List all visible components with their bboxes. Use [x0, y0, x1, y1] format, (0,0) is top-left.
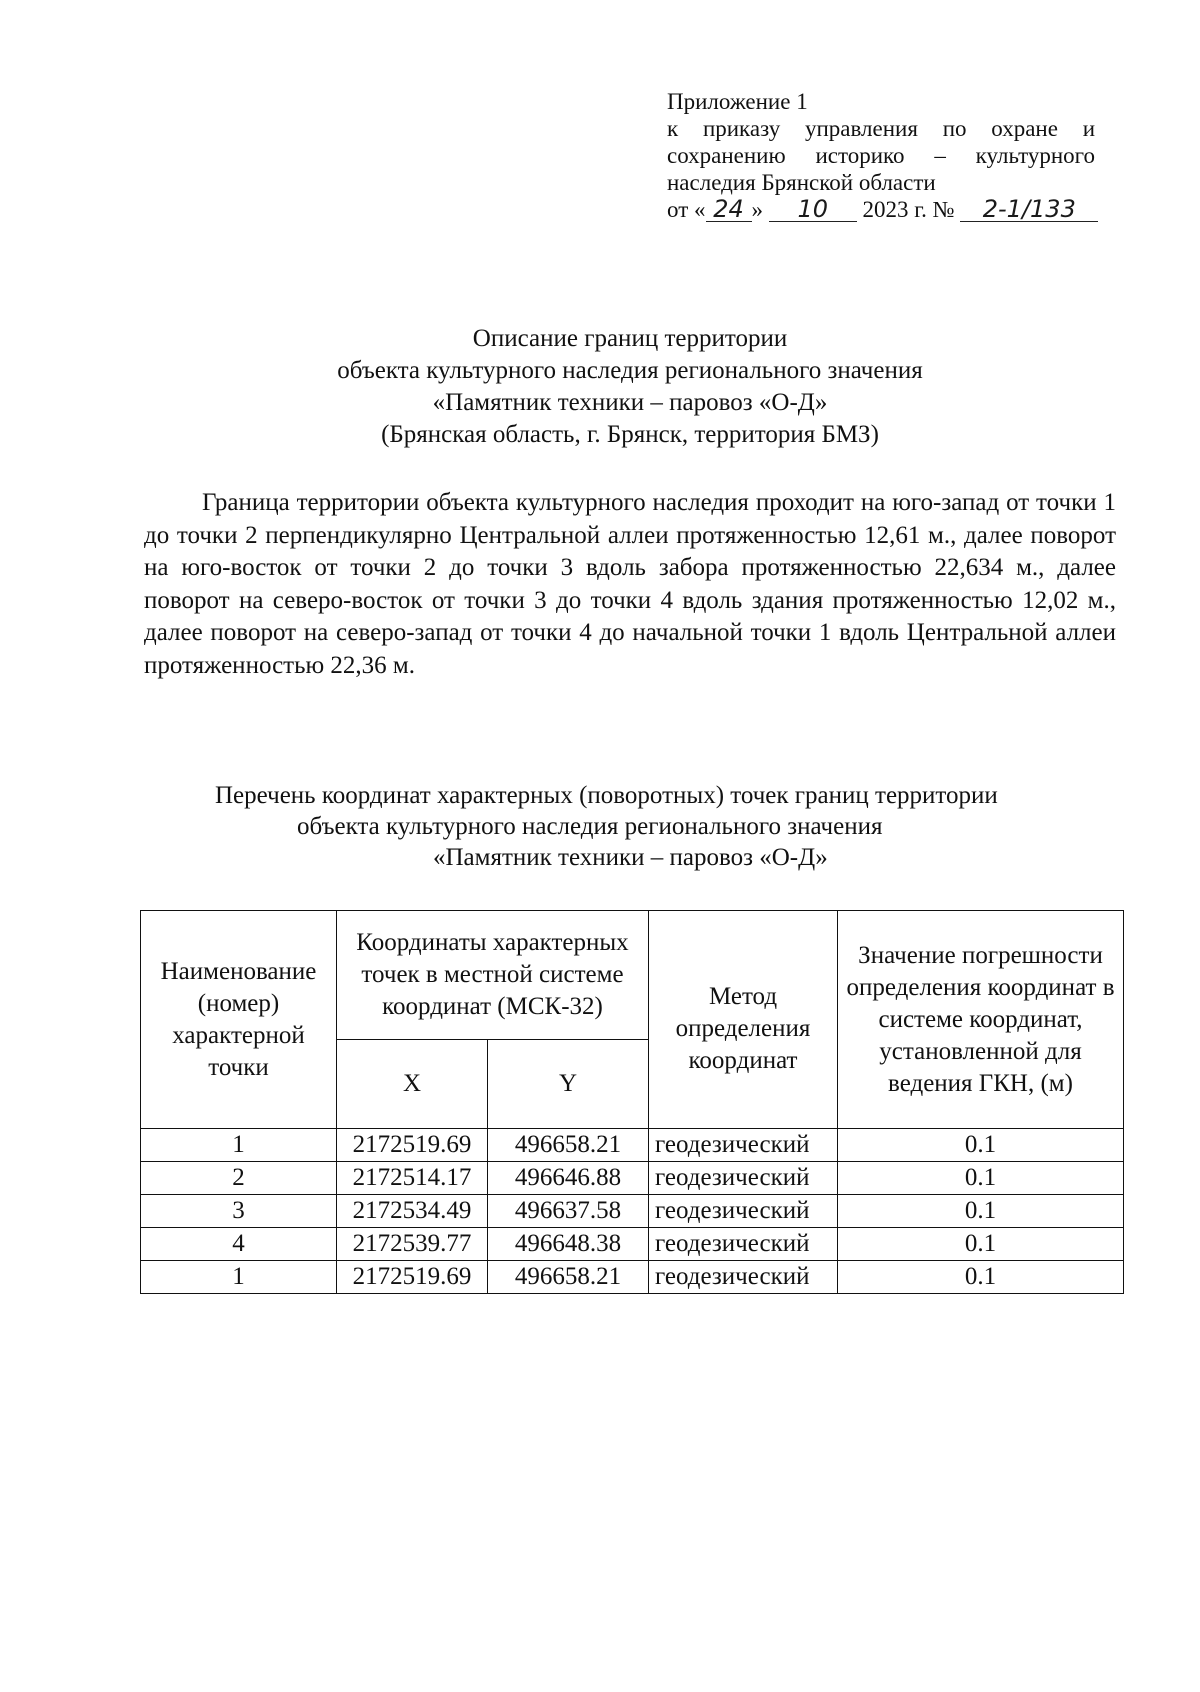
- table-row: [141, 1162, 1124, 1195]
- cell-error: 0.1: [838, 1162, 1124, 1195]
- cell-error: 0.1: [838, 1195, 1124, 1228]
- title-line-3: «Памятник техники – паровоз «О-Д»: [432, 389, 828, 416]
- document-title: [140, 323, 1120, 451]
- header-method: Метод определения координат: [649, 911, 838, 1129]
- cell-method: геодезический: [649, 1195, 838, 1228]
- cell-x: 2172519.69: [337, 1261, 488, 1294]
- list-title-line-2: объекта культурного наследия регионального значения: [297, 813, 883, 840]
- appendix-dept-line: сохранению историко – культурного: [667, 143, 1095, 168]
- cell-x: 2172539.77: [337, 1228, 488, 1261]
- table-row: [141, 1261, 1124, 1294]
- handwritten-day: 24: [706, 197, 752, 222]
- appendix-header: [667, 88, 1095, 223]
- cell-error: 0.1: [838, 1129, 1124, 1162]
- header-y: Y: [488, 1040, 649, 1129]
- cell-point: 1: [141, 1129, 337, 1162]
- cell-y: 496646.88: [488, 1162, 649, 1195]
- cell-error: 0.1: [838, 1261, 1124, 1294]
- cell-method: геодезический: [649, 1228, 838, 1261]
- appendix-order-ref: к приказу управления по охране и: [667, 116, 1095, 141]
- cell-x: 2172534.49: [337, 1195, 488, 1228]
- date-mid: »: [751, 197, 763, 222]
- handwritten-month: 10: [769, 197, 857, 222]
- cell-y: 496637.58: [488, 1195, 649, 1228]
- cell-point: 3: [141, 1195, 337, 1228]
- cell-method: геодезический: [649, 1162, 838, 1195]
- cell-y: 496648.38: [488, 1228, 649, 1261]
- coordinates-table: [140, 910, 1124, 1294]
- header-x: X: [337, 1040, 488, 1129]
- appendix-region-line: наследия Брянской области: [667, 170, 936, 195]
- date-prefix: от «: [667, 197, 706, 222]
- cell-x: 2172514.17: [337, 1162, 488, 1195]
- header-coordinates: Координаты характерных точек в местной системе координат (МСК-32): [337, 911, 649, 1040]
- table-row: [141, 1195, 1124, 1228]
- header-error: Значение погрешности определения координат в системе координат, установленной для ведения ГКН, (м): [838, 911, 1124, 1129]
- cell-point: 2: [141, 1162, 337, 1195]
- cell-y: 496658.21: [488, 1129, 649, 1162]
- list-title-line-3: «Памятник техники – паровоз «О-Д»: [433, 844, 828, 871]
- title-line-1: Описание границ территории: [472, 325, 788, 352]
- order-date-line: [667, 196, 1095, 223]
- table-row: [141, 1129, 1124, 1162]
- cell-method: геодезический: [649, 1261, 838, 1294]
- title-line-4: (Брянская область, г. Брянск, территория БМЗ): [381, 421, 879, 448]
- cell-point: 4: [141, 1228, 337, 1261]
- header-point-name: Наименование (номер) характерной точки: [141, 911, 337, 1129]
- appendix-title: Приложение 1: [667, 89, 808, 114]
- handwritten-order-number: 2-1/133: [960, 197, 1098, 222]
- cell-method: геодезический: [649, 1129, 838, 1162]
- cell-point: 1: [141, 1261, 337, 1294]
- coordinates-list-title: [140, 780, 1140, 873]
- list-title-line-1: Перечень координат характерных (поворотных) точек границ территории: [215, 782, 998, 809]
- boundary-description: Граница территории объекта культурного наследия проходит на юго-запад от точки 1 до точки 2 перпендикулярно Центральной аллеи протяженностью 12,61 м., далее поворот на юго-восток от точки 2 до точки 3 вдоль забора протяженностью 22,634 м., далее поворот на северо-восток от точки 3 до точки 4 вдоль здания протяженностью 12,02 м., далее поворот на северо-запад от точки 4 до начальной точки 1 вдоль Центральной аллеи протяженностью 22,36 м.: [144, 489, 1116, 679]
- cell-y: 496658.21: [488, 1261, 649, 1294]
- year-text: 2023 г. №: [862, 197, 955, 222]
- cell-x: 2172519.69: [337, 1129, 488, 1162]
- cell-error: 0.1: [838, 1228, 1124, 1261]
- table-row: [141, 1228, 1124, 1261]
- title-line-2: объекта культурного наследия регионального значения: [337, 357, 923, 384]
